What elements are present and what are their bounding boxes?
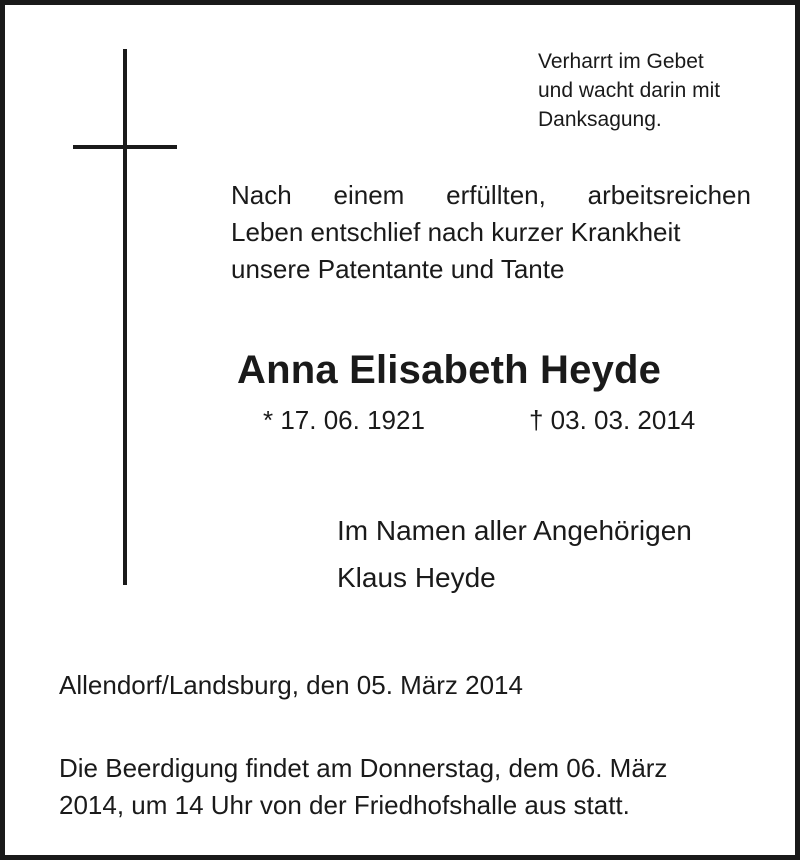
birth-date: * 17. 06. 1921 <box>263 405 425 435</box>
family-line: Im Namen aller Angehörigen <box>337 515 692 546</box>
funeral-info <box>59 750 749 824</box>
intro-line: unsere Patentante und Tante <box>231 254 565 284</box>
intro-word: einem <box>333 180 405 210</box>
family-signature <box>337 507 692 601</box>
intro-text <box>231 177 751 288</box>
verse-line: und wacht darin mit <box>538 79 721 102</box>
death-date: † 03. 03. 2014 <box>529 405 696 435</box>
deceased-name: Anna Elisabeth Heyde <box>237 348 662 392</box>
cross-icon-crossbar <box>73 145 177 149</box>
intro-word: Nach <box>231 180 292 210</box>
intro-word: arbeitsreichen <box>587 180 751 210</box>
bible-verse <box>538 47 720 134</box>
funeral-line: Die Beerdigung findet am Donnerstag, dem 06. März <box>59 753 668 783</box>
verse-line: Verharrt im Gebet <box>538 50 704 73</box>
intro-line <box>231 177 751 214</box>
funeral-line: 2014, um 14 Uhr von der Friedhofshalle aus statt. <box>59 790 630 820</box>
place-and-date: Allendorf/Landsburg, den 05. März 2014 <box>59 670 523 700</box>
intro-line: Leben entschlief nach kurzer Krankheit <box>231 217 681 247</box>
verse-line: Danksagung. <box>538 108 662 131</box>
family-line: Klaus Heyde <box>337 562 496 593</box>
cross-icon <box>123 49 127 585</box>
intro-word: erfüllten, <box>446 180 546 210</box>
